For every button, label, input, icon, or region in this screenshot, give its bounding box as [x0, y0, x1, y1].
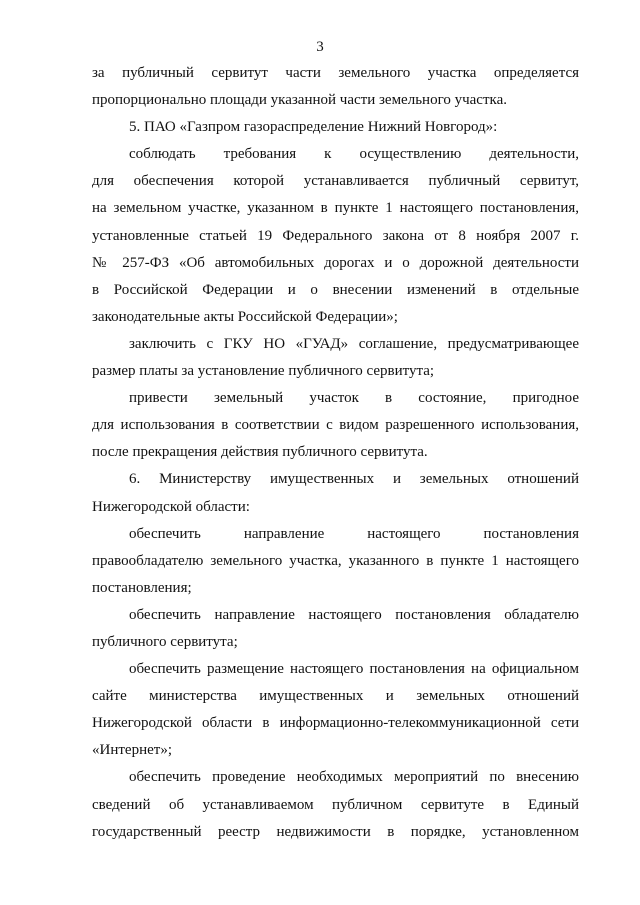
text-line: Нижегородской области в информационно-телекоммуникационной сети [92, 715, 579, 732]
text-line: сайте министерства имущественных и земельных отношений [92, 688, 579, 705]
text-line: Нижегородской области: [92, 498, 250, 515]
text-line: установленные статьей 19 Федерального закона от 8 ноября 2007 г. [92, 227, 579, 244]
document-body [92, 60, 579, 846]
text-line: пропорционально площади указанной части земельного участка. [92, 92, 507, 109]
text-line: после прекращения действия публичного сервитута. [92, 444, 428, 461]
text-line: законодательные акты Российской Федерации»; [92, 308, 398, 325]
text-line: № 257-ФЗ «Об автомобильных дорогах и о дорожной деятельности [92, 254, 579, 271]
text-line: государственный реестр недвижимости в порядке, установленном [92, 823, 579, 840]
text-line: 5. ПАО «Газпром газораспределение Нижний Новгород»: [129, 119, 498, 136]
text-line: сведений об устанавливаемом публичном сервитуте в Единый [92, 796, 579, 813]
text-line: обеспечить проведение необходимых мероприятий по внесению [129, 769, 579, 786]
text-line: для обеспечения которой устанавливается публичный сервитут, [92, 173, 579, 190]
text-line: обеспечить направление настоящего постановления [129, 525, 579, 542]
text-line: привести земельный участок в состояние, пригодное [129, 390, 579, 407]
text-line: обеспечить размещение настоящего постановления на официальном [129, 661, 579, 678]
page-number: 3 [316, 39, 324, 55]
text-line: заключить с ГКУ НО «ГУАД» соглашение, предусматривающее [129, 335, 579, 352]
text-line: публичного сервитута; [92, 633, 238, 650]
text-line: обеспечить направление настоящего постановления обладателю [129, 606, 579, 623]
text-line: 6. Министерству имущественных и земельных отношений [129, 471, 579, 488]
text-line: постановления; [92, 579, 192, 596]
text-line: на земельном участке, указанном в пункте 1 настоящего постановления, [92, 200, 579, 217]
text-line: правообладателю земельного участка, указанного в пункте 1 настоящего [92, 552, 579, 569]
text-line: размер платы за установление публичного сервитута; [92, 363, 435, 380]
text-line: для использования в соответствии с видом разрешенного использования, [92, 417, 579, 434]
text-line: за публичный сервитут части земельного участка определяется [92, 65, 579, 81]
text-line: «Интернет»; [92, 742, 172, 759]
text-line: в Российской Федерации и о внесении изменений в отдельные [92, 281, 579, 298]
text-line: соблюдать требования к осуществлению деятельности, [129, 146, 579, 163]
